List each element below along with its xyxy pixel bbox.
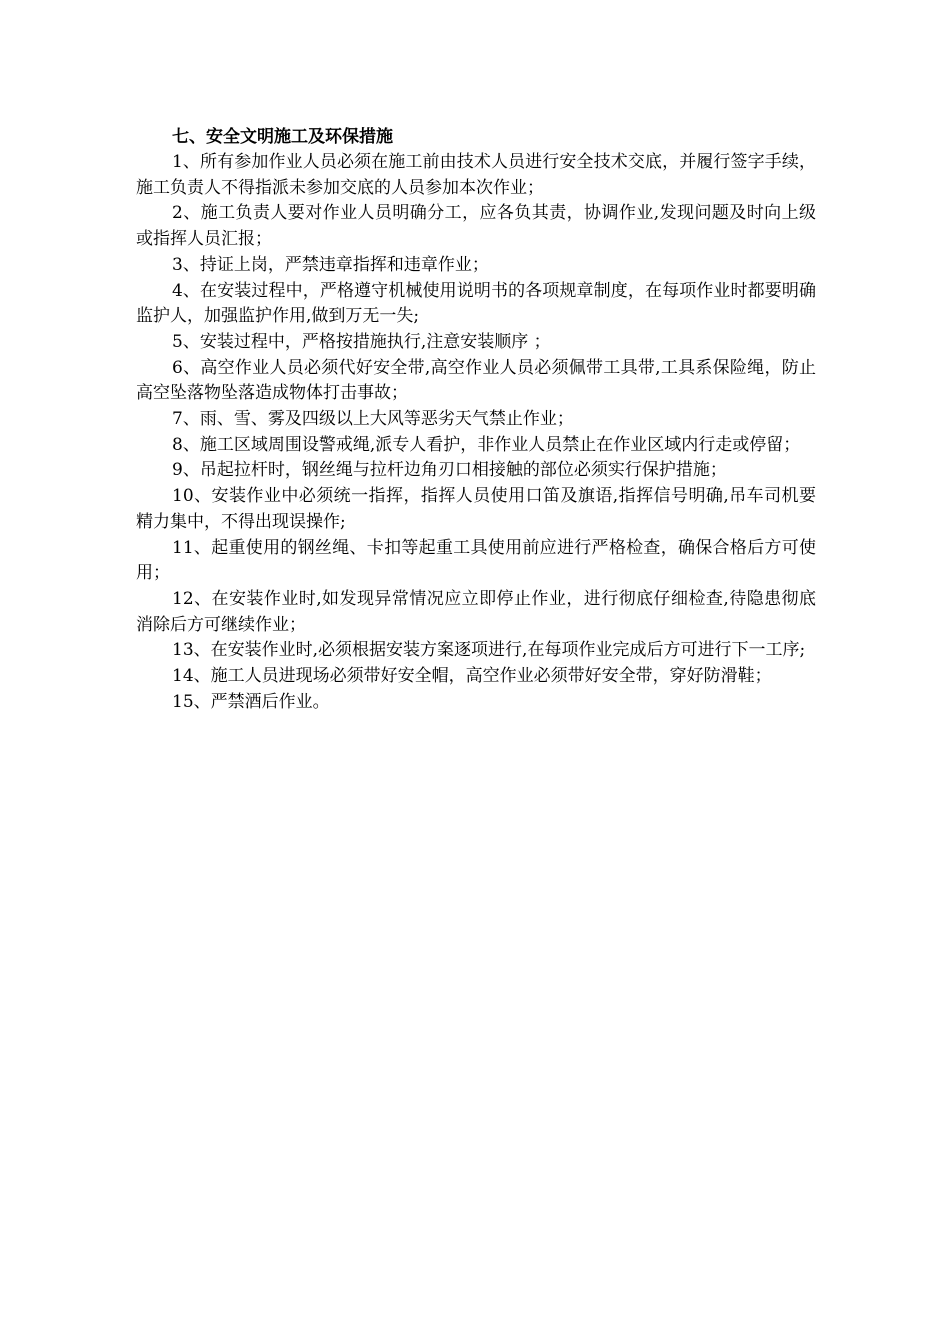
- list-item: 9、吊起拉杆时，钢丝绳与拉杆边角刃口相接触的部位必须实行保护措施；: [172, 460, 727, 481]
- list-item: 6、高空作业人员必须代好安全带,高空作业人员必须佩带工具带,工具系保险绳，防止高空坠落物坠落造成物体打击事故；: [136, 357, 816, 404]
- document-page: [136, 124, 816, 715]
- list-item: 5、安装过程中，严格按措施执行,注意安装顺序 ；: [172, 331, 551, 352]
- list-item: 4、在安装过程中，严格遵守机械使用说明书的各项规章制度，在每项作业时都要明确监护人，加强监护作用,做到万无一失;: [136, 280, 816, 327]
- list-item: 15、严禁酒后作业。: [172, 691, 330, 712]
- list-item: 14、施工人员进现场必须带好安全帽，高空作业必须带好安全带，穿好防滑鞋；: [172, 666, 772, 687]
- list-item: 8、施工区域周围设警戒绳,派专人看护，非作业人员禁止在作业区域内行走或停留；: [172, 434, 801, 455]
- list-item: 12、在安装作业时,如发现异常情况应立即停止作业，进行彻底仔细检查,待隐患彻底消除后方可继续作业；: [136, 588, 816, 635]
- list-item: 11、起重使用的钢丝绳、卡扣等起重工具使用前应进行严格检查，确保合格后方可使用；: [136, 537, 816, 584]
- list-item: 7、雨、雪、雾及四级以上大风等恶劣天气禁止作业；: [172, 409, 574, 430]
- list-item: 10、安装作业中必须统一指挥，指挥人员使用口笛及旗语,指挥信号明确,吊车司机要精力集中，不得出现误操作;: [136, 486, 816, 532]
- list-item: 13、在安装作业时,必须根据安装方案逐项进行,在每项作业完成后方可进行下一工序;: [172, 640, 806, 661]
- section-heading: 七、安全文明施工及环保措施: [172, 127, 393, 147]
- list-item: 3、持证上岗，严禁违章指挥和违章作业；: [172, 254, 489, 275]
- list-item: 1、所有参加作业人员必须在施工前由技术人员进行安全技术交底，并履行签字手续，施工负责人不得指派未参加交底的人员参加本次作业；: [136, 152, 816, 198]
- list-item: 2、施工负责人要对作业人员明确分工，应各负其责，协调作业,发现问题及时向上级或指挥人员汇报；: [136, 203, 816, 250]
